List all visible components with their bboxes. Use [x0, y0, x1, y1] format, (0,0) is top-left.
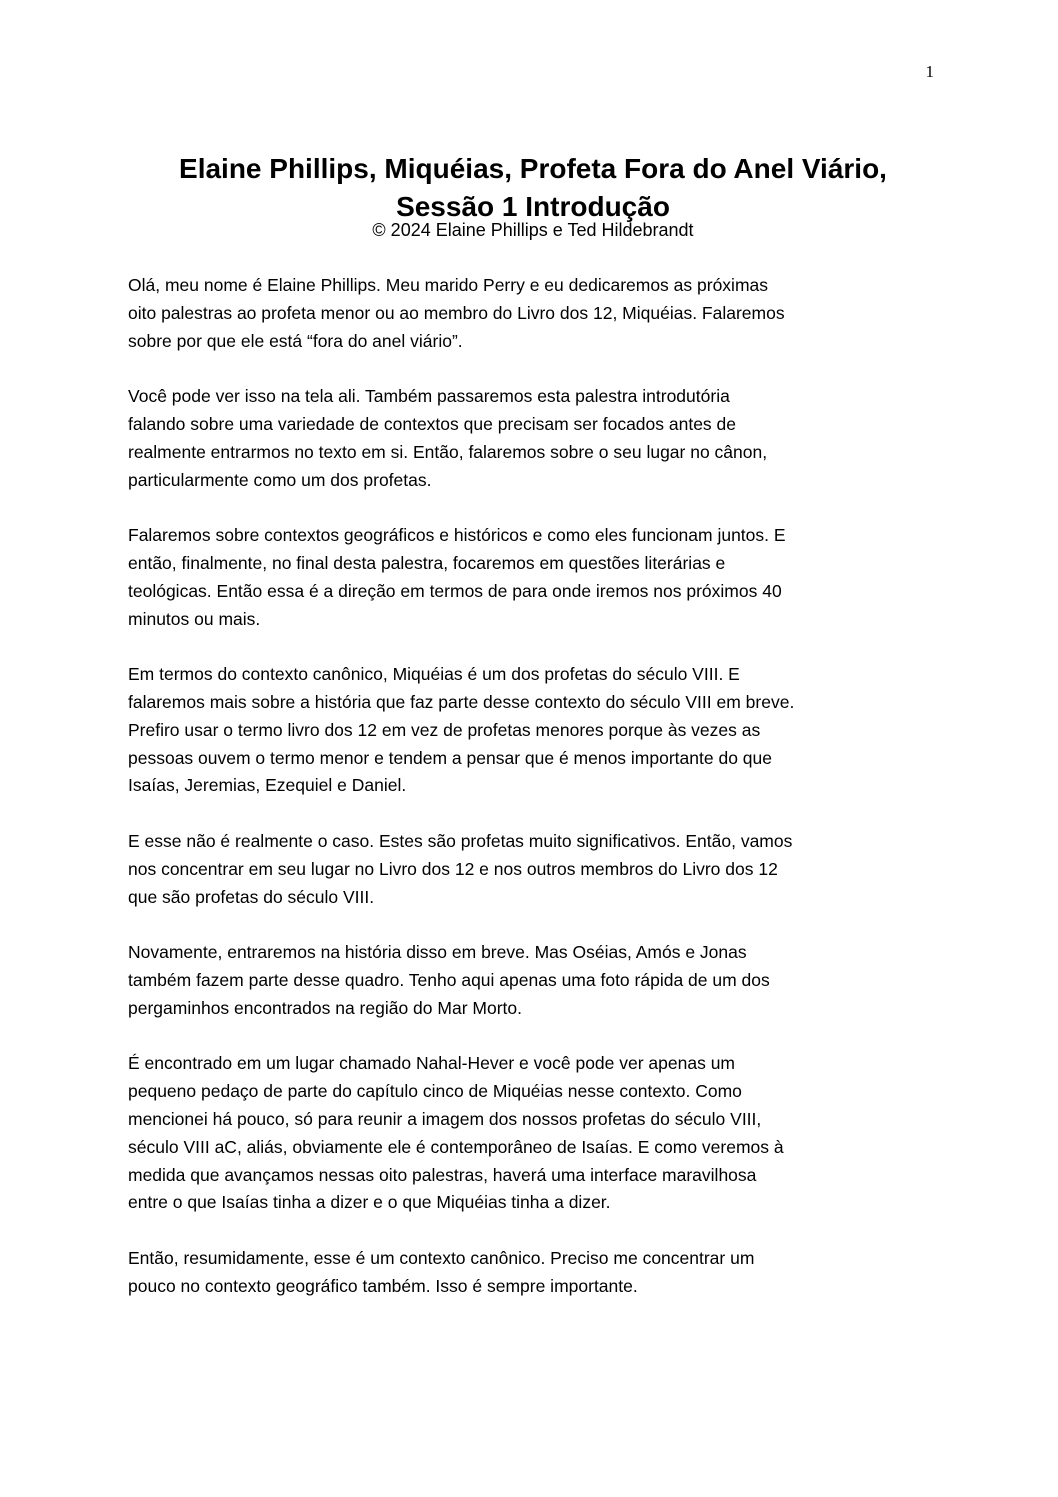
- text-line: pequeno pedaço de parte do capítulo cinco de Miquéias nesse contexto. Como: [128, 1081, 742, 1102]
- text-line: realmente entrarmos no texto em si. Então, falaremos sobre o seu lugar no cânon,: [128, 441, 768, 462]
- text-line: também fazem parte desse quadro. Tenho aqui apenas uma foto rápida de um dos: [128, 969, 770, 990]
- paragraph: [128, 383, 943, 494]
- text-line: Falaremos sobre contextos geográficos e históricos e como eles funcionam juntos. E: [128, 525, 786, 546]
- text-line: nos concentrar em seu lugar no Livro dos 12 e nos outros membros do Livro dos 12: [128, 858, 778, 879]
- text-line: entre o que Isaías tinha a dizer e o que Miquéias tinha a dizer.: [128, 1192, 611, 1213]
- text-line: particularmente como um dos profetas.: [128, 469, 432, 490]
- page-number: 1: [925, 62, 934, 81]
- text-line: minutos ou mais.: [128, 608, 261, 629]
- transcript-body: [128, 272, 943, 1328]
- paragraph: [128, 272, 943, 355]
- text-line: Novamente, entraremos na história disso em breve. Mas Oséias, Amós e Jonas: [128, 942, 747, 963]
- text-line: Isaías, Jeremias, Ezequiel e Daniel.: [128, 775, 407, 796]
- paragraph: [128, 661, 943, 800]
- text-line: mencionei há pouco, só para reunir a imagem dos nossos profetas do século VIII,: [128, 1108, 762, 1129]
- text-line: sobre por que ele está “fora do anel viário”.: [128, 330, 463, 351]
- text-line: que são profetas do século VIII.: [128, 886, 375, 907]
- text-line: falando sobre uma variedade de contextos que precisam ser focados antes de: [128, 413, 737, 434]
- paragraph: [128, 1245, 943, 1301]
- text-line: Prefiro usar o termo livro dos 12 em vez de profetas menores porque às vezes as: [128, 719, 761, 740]
- text-line: É encontrado em um lugar chamado Nahal-Hever e você pode ver apenas um: [128, 1053, 736, 1074]
- text-line: pouco no contexto geográfico também. Isso é sempre importante.: [128, 1275, 638, 1296]
- paragraph: [128, 522, 943, 633]
- text-line: pessoas ouvem o termo menor e tendem a pensar que é menos importante do que: [128, 747, 772, 768]
- text-line: oito palestras ao profeta menor ou ao membro do Livro dos 12, Miquéias. Falaremos: [128, 302, 785, 323]
- title-line: Sessão 1 Introdução: [396, 190, 670, 222]
- paragraph: [128, 828, 943, 911]
- text-line: Então, resumidamente, esse é um contexto canônico. Preciso me concentrar um: [128, 1247, 755, 1268]
- text-line: Em termos do contexto canônico, Miquéias é um dos profetas do século VIII. E: [128, 664, 740, 685]
- title-line: Elaine Phillips, Miquéias, Profeta Fora do Anel Viário,: [179, 152, 887, 184]
- copyright-line: © 2024 Elaine Phillips e Ted Hildebrandt: [372, 220, 694, 240]
- text-line: século VIII aC, aliás, obviamente ele é contemporâneo de Isaías. E como veremos à: [128, 1136, 784, 1157]
- text-line: medida que avançamos nessas oito palestras, haverá uma interface maravilhosa: [128, 1164, 757, 1185]
- text-line: pergaminhos encontrados na região do Mar Morto.: [128, 997, 522, 1018]
- paragraph: [128, 939, 943, 1022]
- text-line: teológicas. Então essa é a direção em termos de para onde iremos nos próximos 40: [128, 580, 782, 601]
- text-line: falaremos mais sobre a história que faz parte desse contexto do século VIII em breve.: [128, 691, 795, 712]
- text-line: Olá, meu nome é Elaine Phillips. Meu marido Perry e eu dedicaremos as próximas: [128, 275, 769, 295]
- text-line: E esse não é realmente o caso. Estes são profetas muito significativos. Então, vamos: [128, 830, 793, 851]
- document-title: [110, 150, 956, 226]
- paragraph: [128, 1050, 943, 1217]
- text-line: Você pode ver isso na tela ali. Também passaremos esta palestra introdutória: [128, 386, 730, 407]
- text-line: então, finalmente, no final desta palestra, focaremos em questões literárias e: [128, 552, 726, 573]
